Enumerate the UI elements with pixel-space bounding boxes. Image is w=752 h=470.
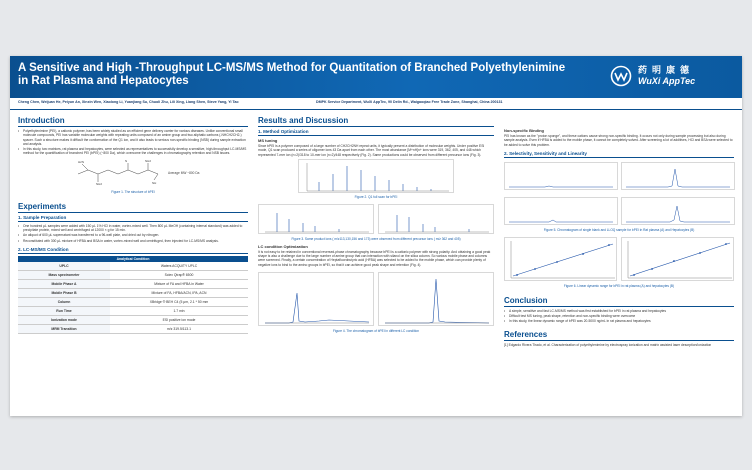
trace-blank-b: [505, 198, 617, 226]
chromatogram-trace-a: [259, 273, 375, 327]
bpei-structure-figure: [18, 158, 248, 188]
wuxi-apptec-logo: [610, 63, 728, 91]
middle-column: [258, 116, 494, 336]
logo-english-text: WuXi AppTec: [638, 76, 696, 86]
left-column: [18, 116, 248, 334]
authors-bar: [10, 98, 742, 110]
trace-lloq-a: [622, 163, 734, 191]
conclusion-bullet: • In this study, the linear dynamic range of bPEI was 20-5000 ng/mL in rat plasma and hepatocytes: [504, 319, 734, 323]
table-value: ESI positive ion mode: [110, 316, 248, 325]
intro-bullets: [18, 129, 248, 156]
experiments-heading: Experiments: [18, 202, 248, 213]
chromatogram-trace-b: [379, 273, 495, 327]
table-row: [18, 271, 248, 280]
ms-tuning-subheading: MS tuning: [258, 138, 278, 143]
svg-text:H2N: H2N: [78, 159, 85, 164]
table-title: Analytical Condition: [18, 256, 248, 262]
table-key: UPLC: [18, 262, 110, 271]
figure-2-caption: Figure 2. Q1 full scan for bPEI: [354, 194, 398, 199]
table-key: Mass spectrometer: [18, 271, 110, 280]
structure-note: Average MW ~800 Da: [168, 170, 200, 175]
svg-text:NH2: NH2: [96, 181, 103, 186]
table-value: Mixture of FA and HFBA in Water: [110, 280, 248, 289]
figure-1-caption: Figure 1. The structure of bPEI: [111, 189, 155, 194]
svg-text:N: N: [125, 158, 128, 163]
method-optimization-heading: 1. Method Optimization: [258, 129, 494, 136]
table-key: Mobile Phase A: [18, 280, 110, 289]
table-value: Sciex Qtrap® 6500: [110, 271, 248, 280]
results-heading: Results and Discussion: [258, 116, 494, 127]
conclusion-bullet: • A simple, sensitive and fast LC-MS/MS method was first established for bPEI in rat plasma and hepatocytes: [504, 309, 734, 313]
sample-prep-heading: 1. Sample Preparation: [18, 215, 248, 222]
logo-mark-icon: [610, 65, 632, 87]
q1-scan-spectrum: [299, 160, 455, 194]
sample-prep-bullet: • One hundred μL samples were added with 150 μL 1% HCl in water, vortex-mixed well. Then 800 μL MeOH (containing internal standard) was added to precipitate protein, mixed well and centrifuged at 12000 × g for 15 min.: [18, 224, 248, 233]
table-row: [18, 262, 248, 271]
q1-scan-figure: [298, 159, 454, 193]
nsb-subheading: Non-specific Binding: [504, 128, 544, 133]
poster: [10, 56, 742, 416]
intro-heading: Introduction: [18, 116, 248, 127]
calibration-curve-b: [622, 238, 735, 282]
table-value: 1.7 min: [110, 307, 248, 316]
product-ion-figures: [258, 202, 494, 236]
lc-chromatogram-figures: [258, 270, 494, 328]
chromatogram-panel-a: [258, 272, 374, 326]
lc-optimization-subheading: LC condition Optimization: [258, 243, 308, 249]
chromatogram-blank-a: [504, 162, 618, 190]
poster-title: A Sensitive and High -Throughput LC-MS/MS Method for Quantitation of Branched Polyethylenimine in Rat Plasma and Hepatocytes: [18, 62, 566, 87]
conclusion-bullets: [504, 309, 734, 324]
chromatogram-panel-b: [378, 272, 494, 326]
lc-optimization-text: It is not easy to be retained in conventional reversed-phase chromatography because bPEI is a cationic polymer with strong polarity. And obtaining a good peak shape is also a challenge due to the large number of amine group that can interaction with silanol on the silica column. So various mobile phase and columns were screened. Finally, a certain concentration of Heptafluorobutyric acid (HFBA) was selected to be added to the mobile phase, which can provide plenty of negative ions to bind to the amino groups in bPEI, so that it can achieve good peak shape and retention (Fig. 4).: [258, 249, 491, 267]
table-value: XBridge ® BEH C4 (5 μm, 2.1 * 50 mm: [110, 298, 248, 307]
analytical-condition-table: [18, 256, 248, 335]
product-ion-spectrum-a: [259, 205, 375, 235]
table-row: [18, 289, 248, 298]
svg-text:NH: NH: [152, 180, 157, 185]
table-key: Run Time: [18, 307, 110, 316]
svg-text:NH2: NH2: [145, 158, 152, 163]
product-ion-panel-a: [258, 204, 374, 234]
chromatogram-lloq-b: [621, 197, 735, 225]
table-value: Waters ACQUITY UPLC: [110, 262, 248, 271]
references-heading: References: [504, 330, 734, 341]
figure-5-caption: Figure 5. Chromatogram of single blank and LLOQ sample for bPEI in Rat plasma (A) and Hepatocytes (B): [543, 227, 695, 232]
table-key: Ionization mode: [18, 316, 110, 325]
selectivity-heading: 2. Selectivity, Sensitivity and Linearity: [504, 151, 734, 158]
linearity-figures: [504, 235, 734, 283]
intro-bullet: • Polyethylenimine (PEI), a cationic polymer, has been widely studied as an efficient gene delivery carrier for various diseases. Unlike conventional small molecule compounds, PEI has variable molecular weights with repeating units composed of an amine group and two aliphatic carbons (-NHCH2CH2-) spacer. Such a structure makes it difficult the conformation of the Q1 ion, and it also leads to serious non-specific binding (NSB) during sample extraction and analysis.: [18, 129, 248, 146]
nsb-text: PEI has known as the "proton sponge", and these cations cause strong non-specific binding. It occurs not only during sample processing but also during sample analysis. Even if HFBA is added to the mobile phase, it cannot be completely solved. After screening a lot of additives, HCl and BSA were selected to be added to solve this problem.: [504, 134, 733, 147]
author-list: Cheng Chen, Weijuan He, Peiyun An, Xinxin Wen, Xiaolong Li, Yuanjiang Su, Chuoli Zhu, Lili Xing, Liang Shen, Steve Yang, Yi Tao: [18, 100, 239, 104]
table-value: m/z 319.5/113.1: [110, 325, 248, 334]
product-ion-panel-b: [378, 204, 494, 234]
title-banner: [10, 56, 742, 98]
table-key: Mobile Phase B: [18, 289, 110, 298]
blank-lloq-chromatograms: [504, 160, 734, 227]
conclusion-bullet: • Difficult test MS tuning, peak shape, retention and non-specific binding were overcome: [504, 314, 734, 318]
bpei-structure-diagram: [18, 158, 248, 188]
right-column: [504, 116, 734, 347]
linearity-panel-b: [621, 237, 734, 281]
sample-prep-bullet: • Reconstituted with 300 μL mixture of HFBA and BSA in water, vortex-mixed well and centrifuged, then injected for LC-MS/MS analysis.: [18, 239, 248, 243]
table-row: [18, 316, 248, 325]
trace-lloq-b: [622, 198, 734, 226]
logo-chinese-text: 药明康德: [638, 65, 695, 75]
trace-blank-a: [505, 163, 617, 191]
ms-tuning-text: Since bPEI is a polymer composed of a large number of CH2CH2NH repeat units, it typically present a distribution of molecular weights. Under positive ESI mode, Q1 scan produced a series of oligomer ions 43 Da apart from each other. The most abundance [M+nH]n+ ions were 319, 362, 405, and 448 which represented 7-mer ion (n=2)/318 to 10-mer ion (n=2)/448 respectively (Fig. 2). Same productions could be observed from different precursor ions (Fig. 3).: [258, 144, 485, 157]
affiliation: DMPK Service Department, WuXi AppTec, 90 Delin Rd., Waigaoqiao Free Trade Zone, Shanghai, China 200131: [316, 100, 503, 104]
sample-prep-bullet: • An aliquot of 600 μL supernatant was transferred to a 96-well plate, and dried out by nitrogen.: [18, 233, 248, 237]
table-value: Mixture of FA, HFBA/ACN, IPA, ACN: [110, 289, 248, 298]
lcms-condition-heading: 2. LC-MS/MS Condition: [18, 247, 248, 254]
table-key: MRM Transition: [18, 325, 110, 334]
conclusion-heading: Conclusion: [504, 296, 734, 307]
figure-4-caption: Figure 4. The chromatogram of bPEI in different LC condition: [333, 329, 419, 334]
table-row: [18, 280, 248, 289]
figure-3-caption: Figure 3. Same product ions ( m/z113,130,156 and 173) were observed from different precursor ions ( m/z 362 and 405): [291, 236, 461, 241]
table-row: [18, 298, 248, 307]
figure-6-caption: Figure 6. Linear dynamic range for bPEI in rat plasma (A) and hepatocytes (B): [563, 283, 675, 288]
intro-bullet: • In this study, two matrices, rat plasma and hepatocytes, were selected as representatives to successfully develop a sensitive, high-throughput LC-MS/MS method for the quantification of branched PEI (bPEI) (~800 Da), which overcome the challenges in chromatography retention and NSB issues.: [18, 147, 248, 156]
table-row: [18, 307, 248, 316]
sample-prep-bullets: [18, 224, 248, 243]
table-key: Column: [18, 298, 110, 307]
chromatogram-lloq-a: [621, 162, 735, 190]
reference-item: [1] Edgardo Rivera Tirado, et al. Characterization of polyethylenimine by electrospray ionization and matrix assisted laser desorption/ionization: [504, 342, 712, 347]
product-ion-spectrum-b: [379, 205, 495, 235]
chromatogram-blank-b: [504, 197, 618, 225]
calibration-curve-a: [505, 238, 618, 282]
table-row: [18, 325, 248, 334]
linearity-panel-a: [504, 237, 617, 281]
